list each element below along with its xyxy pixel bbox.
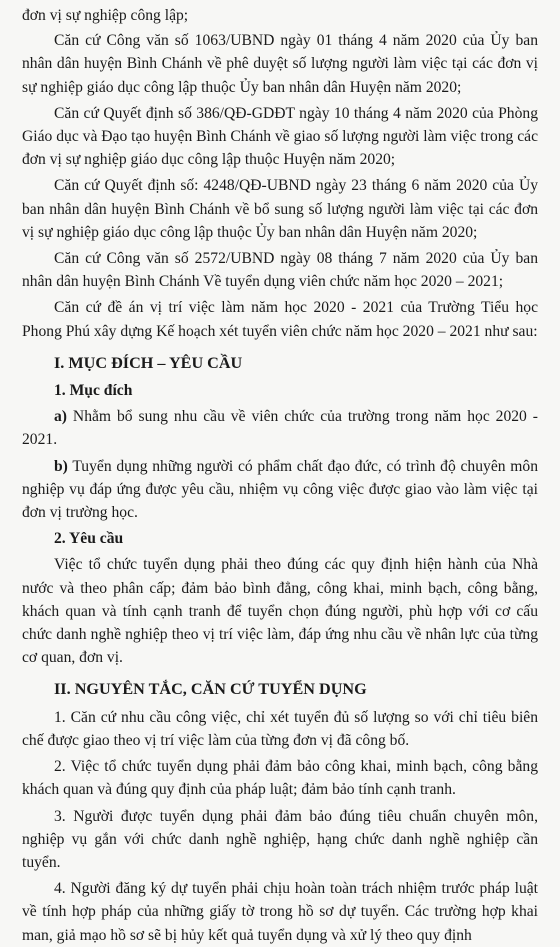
purpose-b [22,455,538,525]
continued-line: đơn vị sự nghiệp công lập; [22,7,189,24]
legal-basis-4: Căn cứ Công văn số 2572/UBND ngày 08 tháng 7 năm 2020 của Ủy ban nhân dân huyện Bình Chánh Về tuyển dụng viên chức năm học 2020 – 2021; [22,250,538,291]
principle-item-3: 3. Người được tuyển dụng phải đảm bảo đúng tiêu chuẩn chuyên môn, nghiệp vụ gắn với chức danh nghề nghiệp, hạng chức danh nghề nghiệp cần tuyển. [22,807,538,871]
legal-basis-1: Căn cứ Công văn số 1063/UBND ngày 01 tháng 4 năm 2020 của Ủy ban nhân dân huyện Bình Chánh về phê duyệt số lượng người làm việc tại các đơn vị sự nghiệp giáo dục công lập thuộc Ủy ban nhân dân Huyện năm 2020; [22,32,538,96]
section-1-heading: I. MỤC ĐÍCH – YÊU CẦU [54,353,243,372]
principle-item-2: 2. Việc tổ chức tuyển dụng phải đảm bảo công khai, minh bạch, công bằng khách quan và đúng quy định của pháp luật; đảm bảo tính cạnh tranh. [22,758,538,799]
purpose-b-text: Tuyển dụng những người có phẩm chất đạo đức, có trình độ chuyên môn nghiệp vụ đáp ứng được yêu cầu, nhiệm vụ công việc được giao vào làm việc tại đơn vị trường học. [22,457,538,522]
legal-basis-3: Căn cứ Quyết định số: 4248/QĐ-UBND ngày 23 tháng 6 năm 2020 của Ủy ban nhân dân huyện Bình Chánh về bổ sung số lượng người làm việc tại các đơn vị sự nghiệp giáo dục công lập thuộc Ủy ban nhân dân Huyện năm 2020; [22,177,538,241]
requirement-heading: 2. Yêu cầu [54,530,124,548]
purpose-a-label: a) [54,408,67,426]
legal-basis-5: Căn cứ đề án vị trí việc làm năm học 2020 - 2021 của Trường Tiểu học Phong Phú xây dựng Kế hoạch xét tuyển viên chức năm học 2020 – 2021 như sau: [22,299,538,340]
legal-basis-2: Căn cứ Quyết định số 386/QĐ-GDĐT ngày 10 tháng 4 năm 2020 của Phòng Giáo dục và Đạo tạo huyện Bình Chánh về giao số lượng người làm việc trong các đơn vị sự nghiệp giáo dục công lập thuộc Huyện năm 2020; [22,104,538,169]
purpose-heading: 1. Mục đích [54,382,133,400]
purpose-b-label: b) [54,457,68,475]
principle-item-4: 4. Người đăng ký dự tuyển phải chịu hoàn toàn trách nhiệm trước pháp luật về tính hợp pháp của những giấy tờ trong hồ sơ dự tuyển. Các trường hợp khai man, giả mạo hồ sơ sẽ bị hủy kết quả tuyển dụng và xử lý theo quy định [22,880,538,944]
principle-item-1: 1. Căn cứ nhu cầu công việc, chỉ xét tuyển đủ số lượng so với chỉ tiêu biên chế được giao theo vị trí việc làm của từng đơn vị đã công bố. [22,708,538,749]
purpose-a-text: Nhằm bổ sung nhu cầu về viên chức của trường trong năm học 2020 - 2021. [22,408,538,449]
section-2-heading: II. NGUYÊN TẮC, CĂN CỨ TUYỂN DỤNG [54,680,367,699]
purpose-a [22,405,538,451]
requirement-text: Việc tổ chức tuyển dụng phải theo đúng các quy định hiện hành của Nhà nước và theo phân cấp; đảm bảo bình đẳng, công khai, minh bạch, công bằng, khách quan và tính cạnh tranh để tuyển chọn đúng người, phù hợp với cơ cấu chức danh nghề nghiệp theo vị trí việc làm, đáp ứng nhu cầu về nhân lực của từng cơ quan, đơn vị. [22,556,538,667]
